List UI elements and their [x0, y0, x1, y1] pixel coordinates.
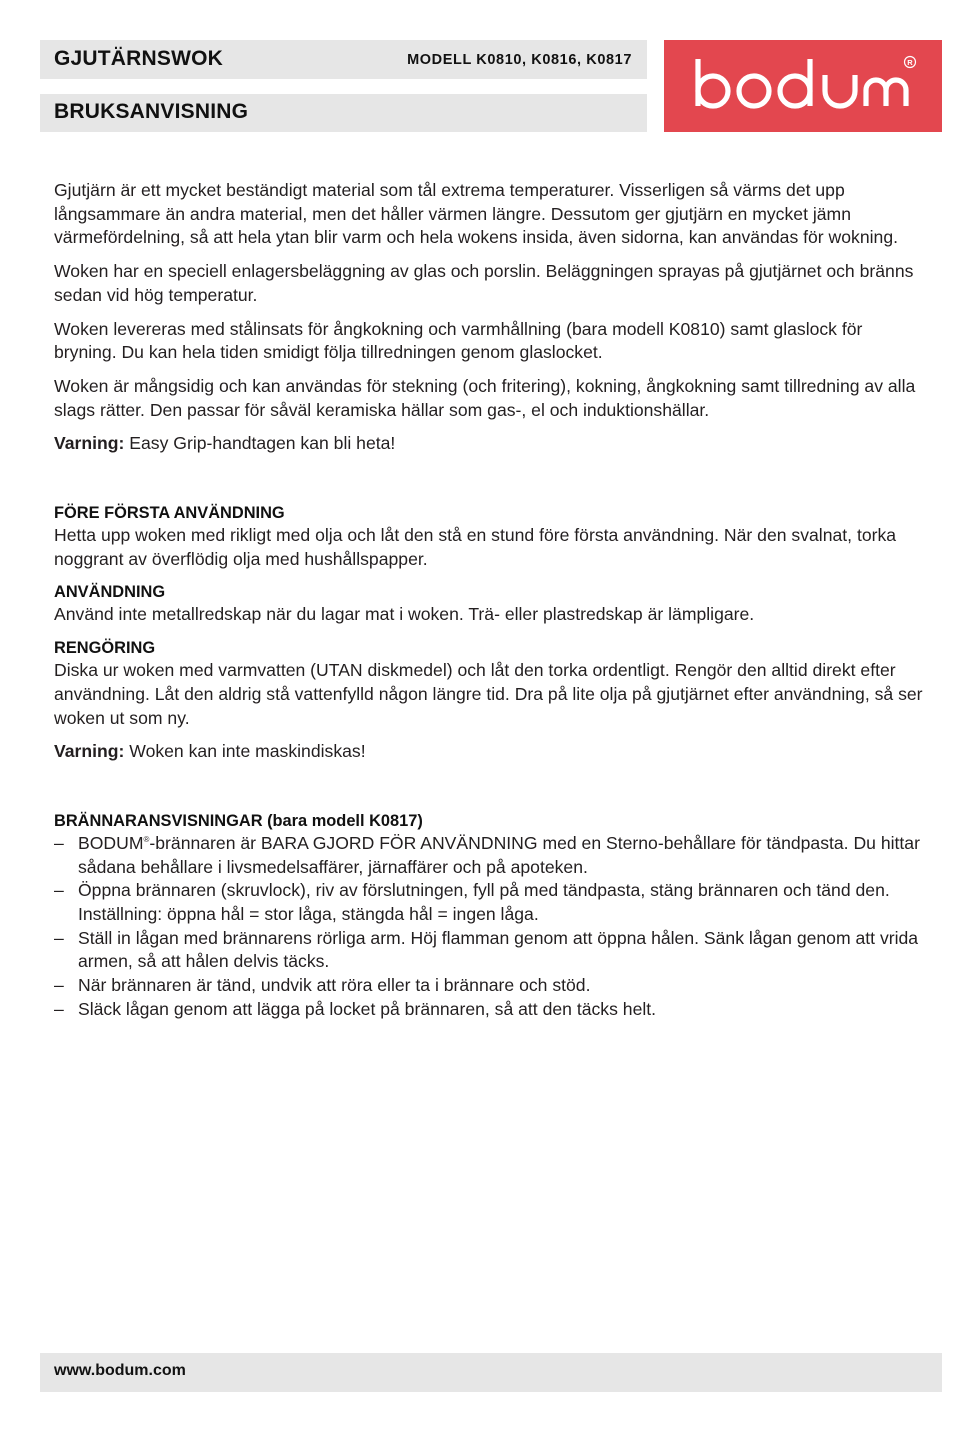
list-item: – BODUM®-brännaren är BARA GJORD FÖR ANVÄNDNING med en Sterno-behållare för tändpasta. Du hittar sådana behållare i livsmedelsaffärer, järnaffärer och på apoteken.: [54, 832, 924, 879]
intro-paragraph-1: Gjutjärn är ett mycket beständigt material som tål extrema temperaturer. Visserligen så värms det upp långsammare än andra material, men det håller värmen längre. Dessutom ger gjutjärn en mycket jämn värmefördelning, så att hela ytan blir varm och hela wokens insida, även sidorna, kan användas för wokning.: [54, 180, 898, 248]
registered-mark: R: [907, 58, 913, 67]
model-numbers: MODELL K0810, K0816, K0817: [407, 52, 632, 68]
section-heading-first-use: FÖRE FÖRSTA ANVÄNDNING: [54, 504, 285, 523]
list-item: – Öppna brännaren (skruvlock), riv av förslutningen, fyll på med tändpasta, stäng brännaren och tänd den.: [54, 879, 924, 903]
main-content: [54, 179, 924, 1022]
section-cleaning: [54, 637, 924, 730]
section-text-usage: Använd inte metallredskap när du lagar mat i woken. Trä- eller plastredskap är lämpligare.: [54, 604, 755, 625]
warning-label: Varning:: [54, 433, 125, 454]
section-usage: [54, 581, 924, 627]
section-text-first-use: Hetta upp woken med rikligt med olja och låt den stå en stund före första användning. När den svalnat, torka noggrant av överflödig olja med hushållspapper.: [54, 525, 897, 569]
section-text-cleaning: Diska ur woken med varmvatten (UTAN diskmedel) och låt den torka ordentligt. Rengör den alltid direkt efter användning. Låt den aldrig stå vattenfylld någon längre tid. Dra på lite olja på gjutjärnet efter användning, så ser woken ut som ny.: [54, 660, 923, 728]
section-heading-usage: ANVÄNDNING: [54, 583, 166, 602]
intro-paragraph-3: Woken levereras med stålinsats för ångkokning och varmhållning (bara modell K0810) samt glaslock för bryning. Du kan hela tiden smidigt följa tillredningen genom glaslocket.: [54, 318, 863, 363]
bodum-logo-wordmark: [664, 40, 942, 132]
intro-paragraph-2: Woken har en speciell enlagersbeläggning av glas och porslin. Beläggningen sprayas på gjutjärnet och bränns sedan vid hög temperatur.: [54, 261, 914, 305]
dishwasher-warning: [54, 740, 924, 764]
list-item: – När brännaren är tänd, undvik att röra eller ta i brännare och stöd.: [54, 974, 924, 998]
list-item: – Ställ in lågan med brännarens rörliga arm. Höj flamman genom att öppna hålen. Sänk lågan genom att vrida armen, så att hålen delvis täcks.: [54, 927, 924, 974]
subtitle-bar: [40, 94, 647, 132]
document-title: GJUTÄRNSWOK: [54, 47, 224, 70]
bodum-logo: [664, 40, 942, 132]
burner-instructions-list: [54, 832, 924, 903]
burner-setting-note: Inställning: öppna hål = stor låga, stängda hål = ingen låga.: [78, 904, 539, 925]
burner-instructions-list-continued: [54, 927, 924, 1022]
section-burner: [54, 810, 924, 1022]
title-bar: [40, 40, 647, 79]
website-link[interactable]: www.bodum.com: [54, 1362, 186, 1379]
section-first-use: [54, 502, 924, 571]
section-heading-burner: BRÄNNARANSVISNINGAR (bara modell K0817): [54, 811, 423, 830]
intro-paragraph-4: Woken är mångsidig och kan användas för stekning (och fritering), kokning, ångkokning samt tillredning av alla slags rätter. Den passar för såväl keramiska hällar som gas-, el och induktionshällar.: [54, 375, 916, 420]
handle-warning: [54, 432, 924, 456]
footer-bar: [40, 1353, 942, 1392]
warning-text: Woken kan inte maskindiskas!: [124, 741, 366, 762]
document-subtitle: BRUKSANVISNING: [54, 100, 249, 123]
warning-text: Easy Grip-handtagen kan bli heta!: [124, 433, 396, 454]
list-item: – Släck lågan genom att lägga på locket på brännaren, så att den täcks helt.: [54, 998, 924, 1022]
warning-label: Varning:: [54, 741, 125, 762]
section-heading-cleaning: RENGÖRING: [54, 639, 156, 658]
